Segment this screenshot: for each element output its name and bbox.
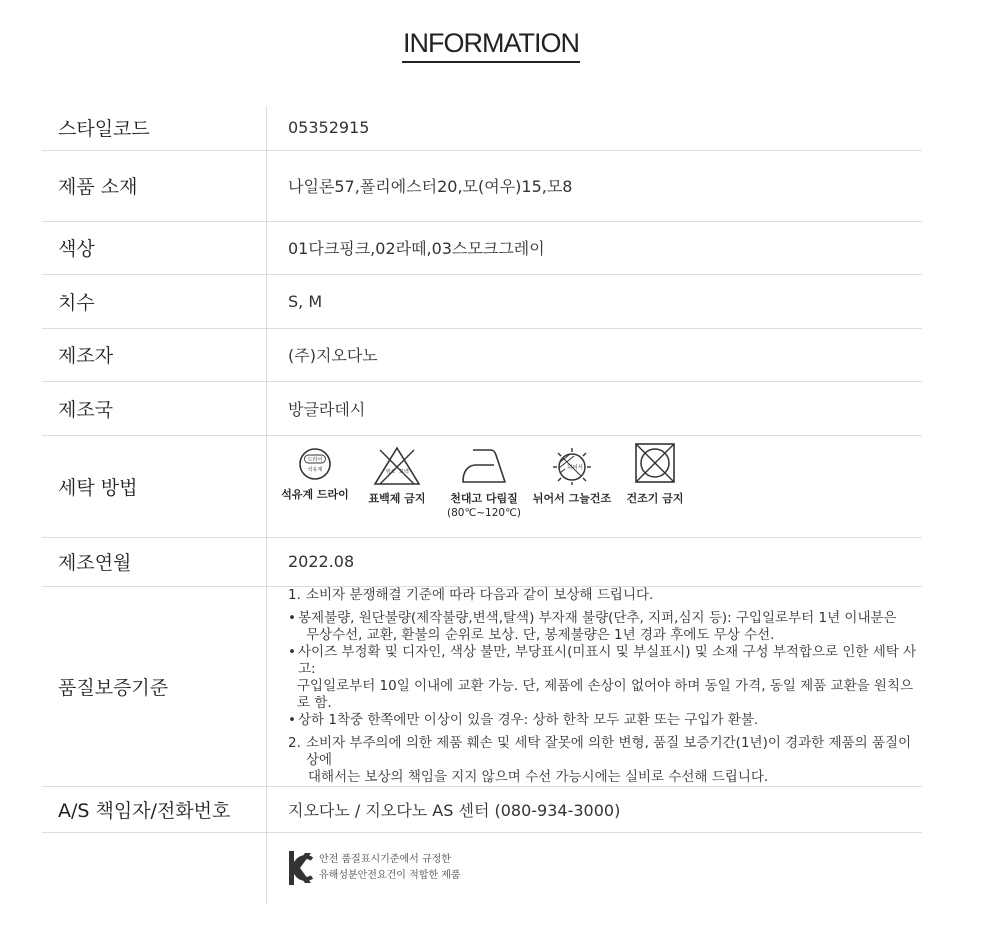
value-country: 방글라데시 — [267, 381, 923, 435]
label-color: 색상 — [42, 221, 267, 274]
shade-dry-icon — [548, 446, 596, 486]
kc-mark-icon — [288, 850, 314, 886]
quality-bullet-2: • 사이즈 부정확 및 디자인, 색상 불만, 부당표시(미표시 및 부실표시) 및 소재 구성 부적합으로 인한 세탁 사고: 구입일로부터 10일 이내에 교환 가능. 단, 제품에 손상이 없어야 하며 동일 가격, 동일 제품 교환을 원칙으로 함. — [288, 643, 917, 711]
care-label: 석유계 드라이 — [281, 488, 349, 501]
row-size — [42, 274, 922, 328]
row-color — [42, 221, 922, 274]
dry-clean-petroleum-icon — [298, 446, 332, 482]
quality-bullet-1: • 봉제불량, 원단불량(제작불량,변색,탈색) 부자재 불량(단추, 지퍼,심지 등): 구입일로부터 1년 이내분은 무상수선, 교환, 환불의 순위로 보상. 단, 봉제불량은 1년 경과 후에도 무상 수선. — [288, 609, 897, 643]
care-label: 뉘어서 그늘건조 — [532, 492, 612, 505]
row-as — [42, 786, 922, 832]
row-quality — [42, 586, 922, 786]
care-sublabel: (80℃~120℃) — [447, 507, 521, 519]
care-item-dry-clean — [280, 446, 350, 502]
care-item-no-tumble-dry — [620, 446, 690, 506]
page-title: INFORMATION — [0, 28, 982, 59]
care-item-iron — [442, 446, 526, 520]
care-label: 건조기 금지 — [626, 492, 684, 505]
value-washing — [267, 435, 923, 537]
label-date: 제조연월 — [42, 537, 267, 586]
row-style-code — [42, 106, 922, 150]
care-item-shade-dry — [526, 446, 618, 506]
quality-bullet-3: • 상하 1착중 한쪽에만 이상이 있을 경우: 상하 한착 모두 교환 또는 구입가 환불. — [288, 711, 759, 728]
dry-clean-symbol-bottom: 석유계 — [307, 467, 323, 473]
label-manufacturer: 제조자 — [42, 328, 267, 381]
label-size: 치수 — [42, 274, 267, 328]
no-bleach-icon — [372, 446, 422, 486]
row-kc — [42, 832, 922, 904]
value-date: 2022.08 — [267, 537, 923, 586]
label-quality: 품질보증기준 — [42, 586, 267, 786]
value-as: 지오다노 / 지오다노 AS 센터 (080-934-3000) — [267, 786, 923, 832]
kc-line-2: 유해성분안전요건이 적합한 제품 — [319, 870, 461, 882]
no-bleach-symbol-left: 염소 — [385, 469, 396, 475]
label-as: A/S 책임자/전화번호 — [42, 786, 267, 832]
quality-text — [288, 587, 922, 786]
care-label: 천대고 다림질 — [450, 492, 518, 505]
row-manufacturer — [42, 328, 922, 381]
quality-item-1: 1. 소비자 분쟁해결 기준에 따라 다음과 같이 보상해 드립니다. — [288, 586, 654, 603]
value-quality — [267, 586, 923, 786]
no-bleach-symbol-right: 표백 — [399, 469, 409, 475]
value-manufacturer: (주)지오다노 — [267, 328, 923, 381]
iron-icon — [459, 446, 509, 486]
care-label: 표백제 금지 — [368, 492, 426, 505]
label-washing: 세탁 방법 — [42, 435, 267, 537]
dry-clean-symbol-top: 드라이 — [307, 457, 323, 464]
value-material: 나일론57,폴리에스터20,모(여우)15,모8 — [267, 150, 923, 221]
shade-dry-symbol-text: 뉘어서 — [567, 465, 583, 471]
row-country — [42, 381, 922, 435]
value-color: 01다크핑크,02라떼,03스모크그레이 — [267, 221, 923, 274]
no-tumble-dry-icon — [632, 440, 678, 486]
row-date — [42, 537, 922, 586]
info-table — [42, 106, 922, 904]
kc-certification — [288, 850, 922, 886]
kc-line-1: 안전 품질표시기준에서 규정한 — [319, 854, 451, 866]
label-material: 제품 소재 — [42, 150, 267, 221]
quality-item-2: 2. 소비자 부주의에 의한 제품 훼손 및 세탁 잘못에 의한 변형, 품질 보증기간(1년)이 경과한 제품의 품질이상에 대해서는 보상의 책임을 지지 않으며 수선 가능시에는 실비로 수선해 드립니다. — [288, 734, 912, 785]
care-symbols — [281, 436, 922, 536]
label-country: 제조국 — [42, 381, 267, 435]
row-material — [42, 150, 922, 221]
value-size: S, M — [267, 274, 923, 328]
label-style-code: 스타일코드 — [42, 106, 267, 150]
value-style-code: 05352915 — [267, 106, 923, 150]
row-washing — [42, 435, 922, 537]
care-item-no-bleach — [360, 446, 434, 506]
